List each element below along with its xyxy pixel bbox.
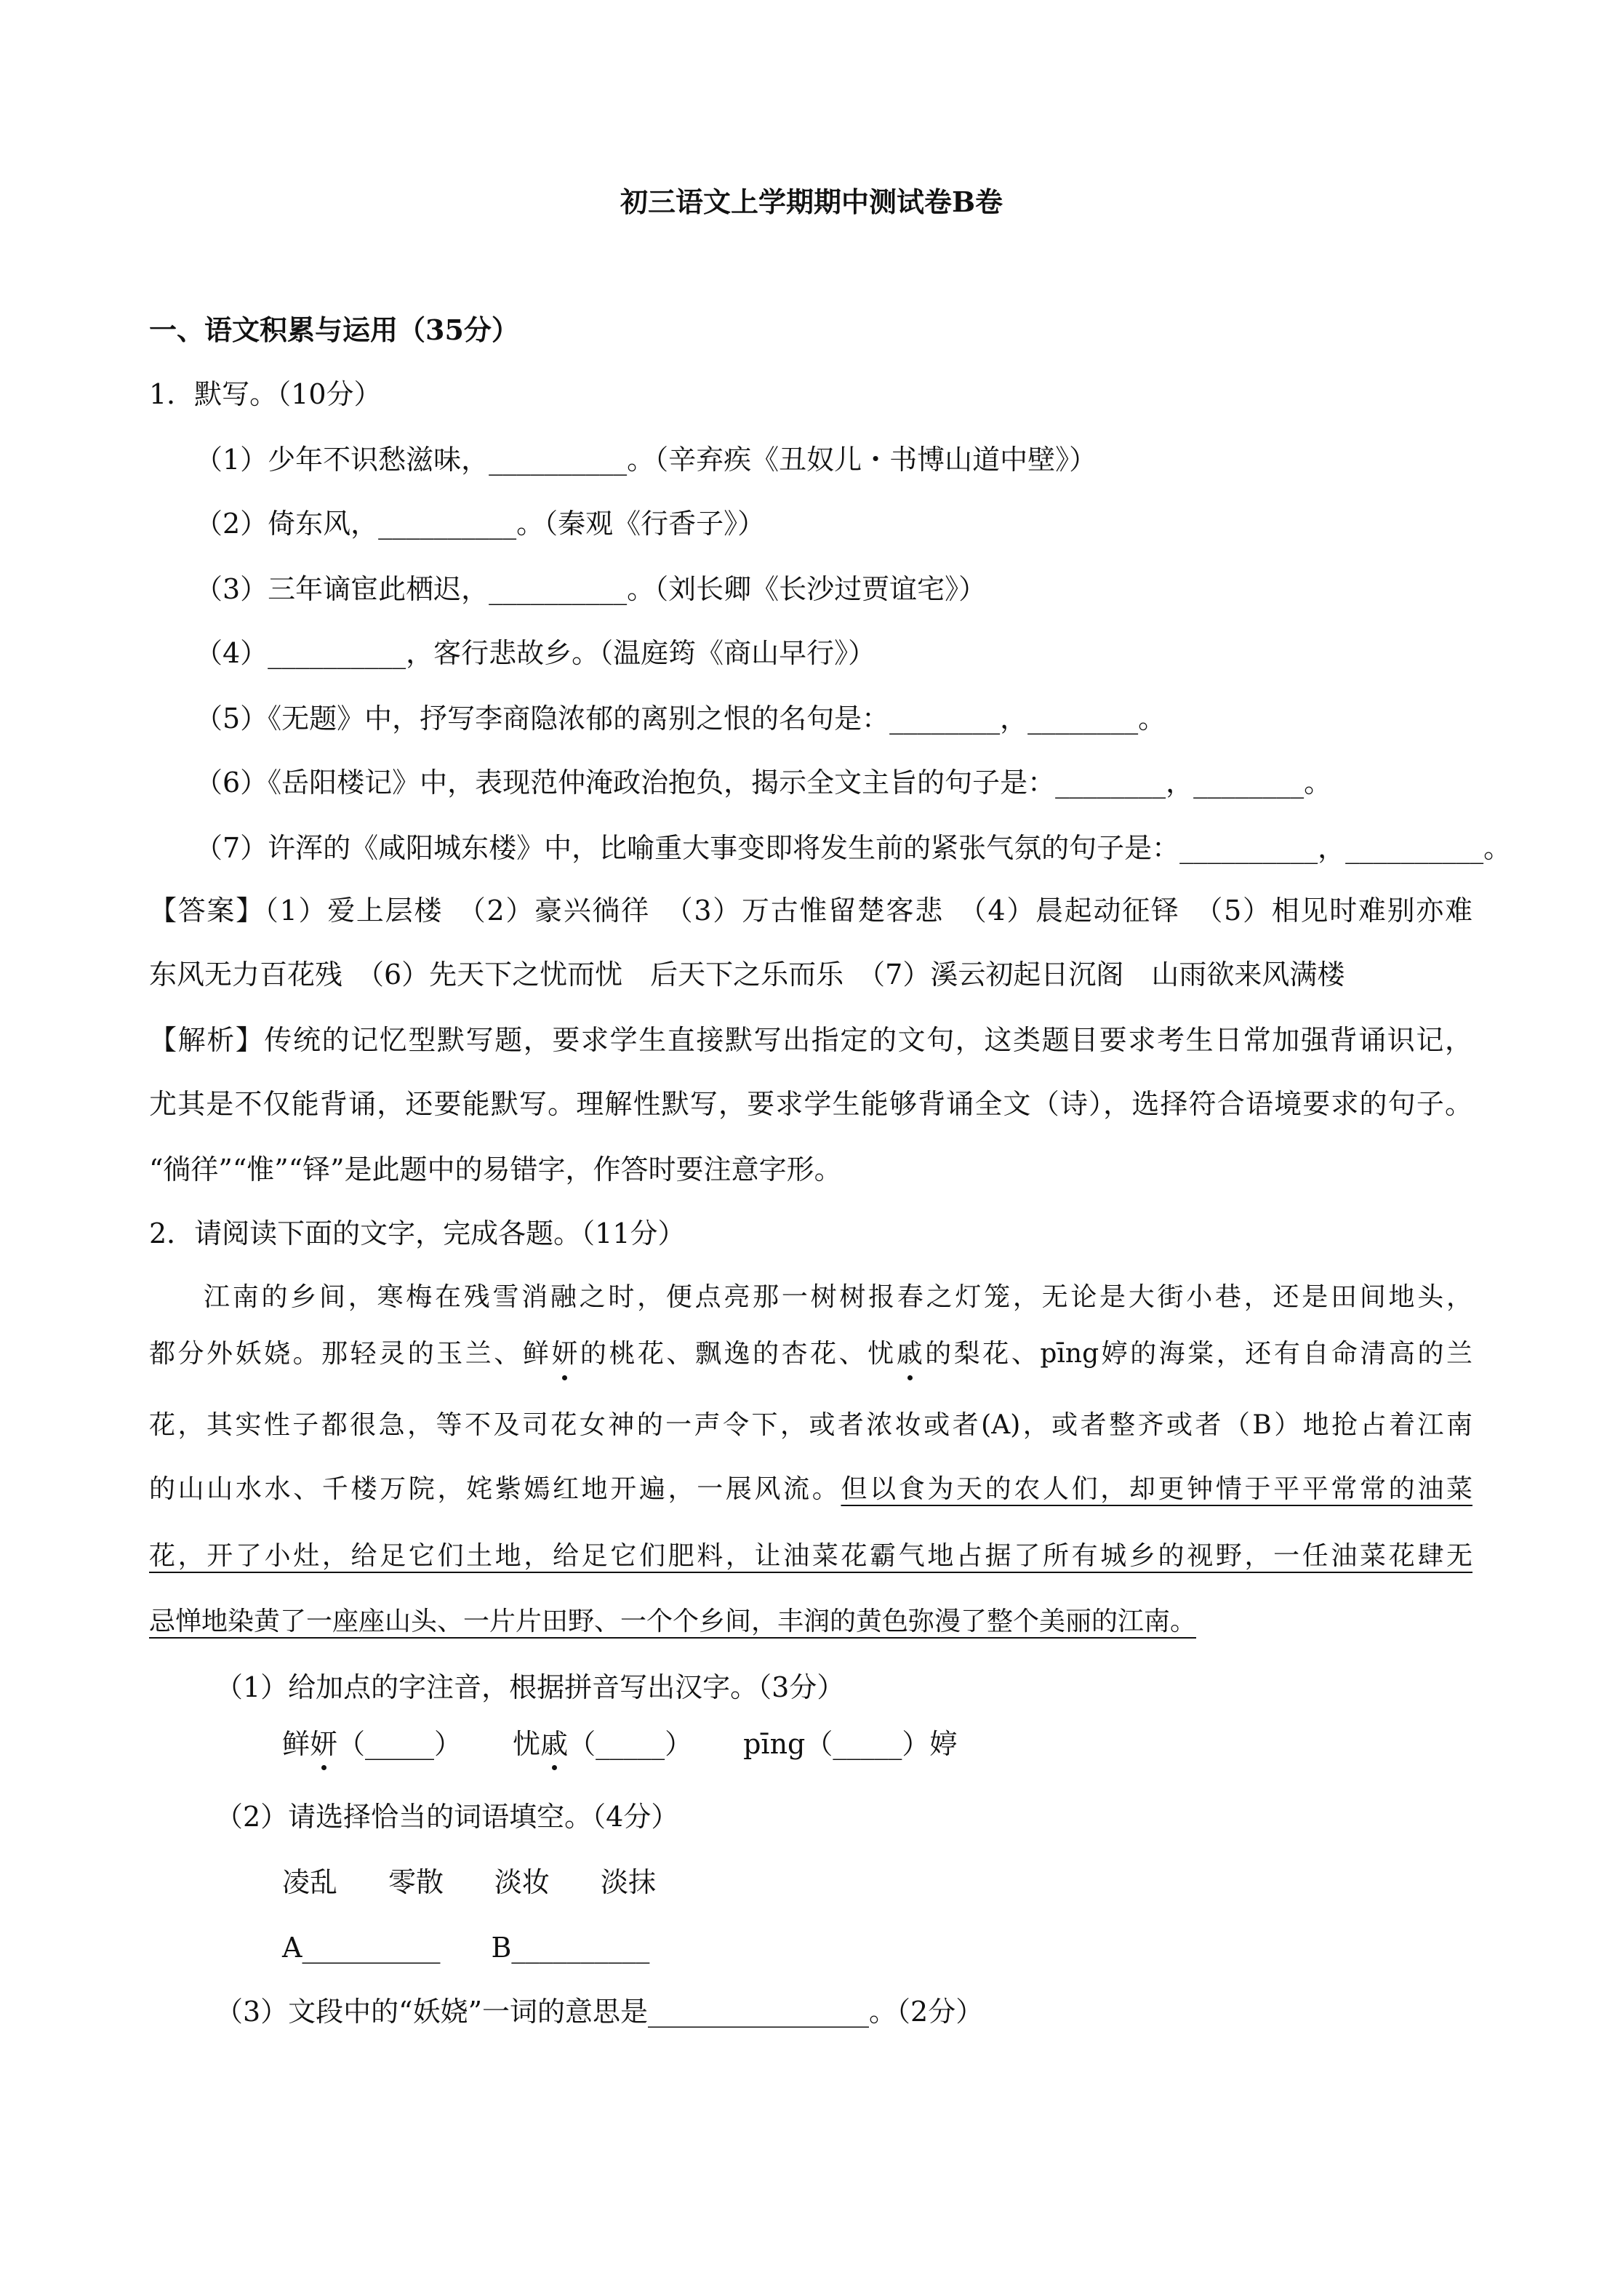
q1-item-4: （4）__________，客行悲故乡。（温庭筠《商山早行》） [195, 637, 876, 669]
dotted-char-yan: 妍 [551, 1335, 577, 1373]
item-b-prefix: 忧 [513, 1728, 541, 1760]
passage-line-5: 花，开了小灶，给足它们土地，给足它们肥料，让油菜花霸气地占据了所有城乡的视野，一任油菜花肆无 [149, 1541, 1472, 1571]
dotted-char-qi: 戚 [897, 1335, 923, 1373]
option-4: 淡抹 [601, 1866, 657, 1898]
option-3: 淡妆 [494, 1866, 550, 1898]
passage-text: 都分外妖娆。那轻灵的玉兰、鲜 [149, 1339, 552, 1369]
option-2: 零散 [388, 1866, 444, 1898]
sub2-options [282, 1863, 656, 1901]
passage-text: 的梨花、pīng婷的海棠，还有自命清高的兰 [922, 1339, 1472, 1369]
passage-text: 的桃花、飘逸的杏花、忧 [577, 1339, 897, 1369]
sub-question-1: （1）给加点的字注音，根据拼音写出汉字。（3分） [215, 1671, 845, 1703]
item-a-prefix: 鲜 [282, 1728, 310, 1760]
dotted-char-qi: 戚 [540, 1725, 568, 1763]
blank-c[interactable]: pīng（_____）婷 [743, 1728, 958, 1760]
passage-text: 的山山水水、千楼万院，姹紫嫣红地开遍，一展风流。 [149, 1474, 841, 1504]
question-2-stem: 2．请阅读下面的文字，完成各题。（11分） [149, 1217, 686, 1249]
passage-line-2 [149, 1335, 1472, 1373]
sub1-items [282, 1725, 957, 1763]
q1-item-6: （6）《岳阳楼记》中，表现范仲淹政治抱负，揭示全文主旨的句子是：________，________。 [195, 767, 1332, 799]
answer-line-2: 东风无力百花残 （6）先天下之忧而忧 后天下之乐而乐 （7）溪云初起日沉阁 山雨欲来风满楼 [149, 959, 1345, 991]
dotted-char-yan: 妍 [310, 1725, 337, 1763]
option-1: 凌乱 [282, 1866, 338, 1898]
q1-item-5: （5）《无题》中，抒写李商隐浓郁的离别之恨的名句是：________，________。 [195, 703, 1166, 735]
answer-line-1: 【答案】（1）爱上层楼 （2）豪兴徜徉 （3）万古惟留楚客悲 （4）晨起动征铎 （5）相见时难别亦难 [149, 895, 1472, 927]
passage-line-3: 花，其实性子都很急，等不及司花女神的一声令下，或者浓妆或者(A)，或者整齐或者（B）地抢占着江南 [149, 1410, 1472, 1440]
analysis-line-1: 【解析】传统的记忆型默写题，要求学生直接默写出指定的文句，这类题目要求考生日常加强背诵识记， [149, 1024, 1472, 1056]
q1-item-3: （3）三年谪宦此栖迟，__________。（刘长卿《长沙过贾谊宅》） [195, 573, 987, 605]
analysis-line-3: “徜徉”“惟”“铎”是此题中的易错字，作答时要注意字形。 [149, 1153, 842, 1185]
blank-a[interactable]: （_____） [337, 1728, 462, 1760]
underlined-text: 但以食为天的农人们，却更钟情于平平常常的油菜 [841, 1474, 1472, 1504]
q1-item-2: （2）倚东风，__________。（秦观《行香子》） [195, 508, 766, 540]
sub-question-3: （3）文段中的“妖娆”一词的意思是________________。（2分） [215, 1996, 984, 2028]
analysis-line-2: 尤其是不仅能背诵，还要能默写。理解性默写，要求学生能够背诵全文（诗），选择符合语境要求的句子。 [149, 1088, 1472, 1120]
q1-item-1: （1）少年不识愁滋味，__________。（辛弃疾《丑奴儿・书博山道中壁》） [195, 444, 1097, 476]
sub2-blanks [282, 1929, 649, 1967]
q1-item-7: （7）许浑的《咸阳城东楼》中，比喻重大事变即将发生前的紧张气氛的句子是：__________，__________。 [195, 832, 1512, 864]
blank-b[interactable]: （_____） [568, 1728, 693, 1760]
section-heading: 一、语文积累与运用（35分） [149, 313, 519, 346]
sub-question-2: （2）请选择恰当的词语填空。（4分） [215, 1801, 679, 1833]
passage-line-6: 忌惮地染黄了一座座山头、一片片田野、一个个乡间，丰润的黄色弥漫了整个美丽的江南。 [149, 1607, 1197, 1636]
page-title: 初三语文上学期期中测试卷B卷 [620, 185, 1003, 218]
question-1-stem: 1．默写。（10分） [149, 378, 382, 410]
blank-A[interactable]: A__________ [282, 1932, 441, 1964]
passage-line-1: 江南的乡间，寒梅在残雪消融之时，便点亮那一树树报春之灯笼，无论是大街小巷，还是田间地头， [204, 1282, 1472, 1312]
blank-B[interactable]: B__________ [491, 1932, 650, 1964]
passage-line-4 [149, 1471, 1472, 1508]
